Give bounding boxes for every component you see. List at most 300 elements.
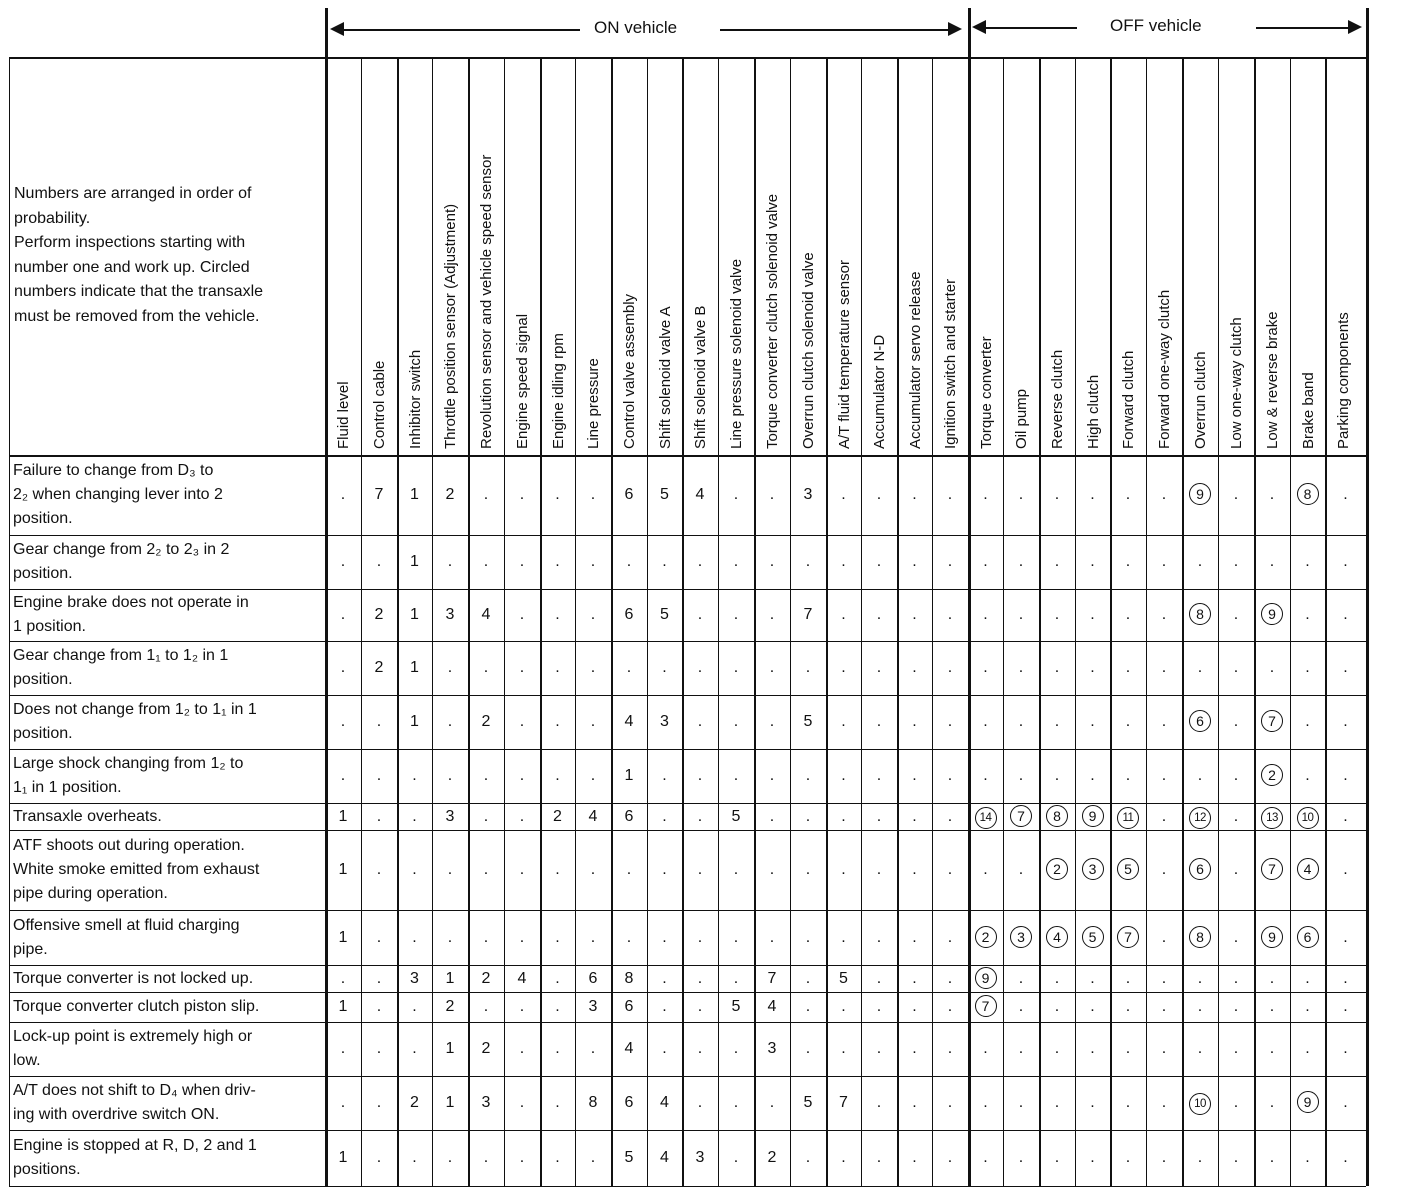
value-cell [397,967,433,991]
cell-value: . [1054,713,1060,730]
empty-cell [1110,764,1146,788]
cell-value: . [947,1149,953,1166]
cell-value: 6 [624,998,634,1015]
cell-value: 1 [410,486,419,503]
cell-value: 10 [1189,1093,1211,1115]
column-header [907,75,929,455]
cell-value: . [876,1149,882,1166]
value-cell [611,995,647,1019]
empty-cell [647,967,683,991]
cell-value: . [947,861,953,878]
row-label [13,644,325,692]
value-cell [647,710,683,734]
value-cell [575,1091,611,1115]
cell-value: . [519,998,525,1015]
cell-value: . [876,553,882,570]
row-label-line: position. [13,510,73,527]
empty-cell [897,710,933,734]
cell-value: . [733,553,739,570]
empty-cell [1328,603,1364,627]
empty-cell [826,1037,862,1061]
empty-cell [968,1037,1004,1061]
cell-value: . [841,861,846,878]
cell-value: . [697,1040,703,1057]
column-header [1300,75,1322,455]
cell-value: . [519,659,525,676]
empty-cell [397,1146,433,1170]
cell-value: 4 [481,606,491,623]
empty-cell [1254,483,1290,507]
empty-cell [468,858,504,882]
intro-line: Perform inspections starting with [14,234,246,251]
empty-cell [1146,550,1182,574]
column-header-label: Oil pump [1013,388,1030,449]
cell-value: . [340,713,346,730]
cell-value: . [662,1040,667,1057]
cell-value: . [519,1094,525,1111]
cell-value: 2 [445,486,455,503]
cell-value: . [412,861,417,878]
empty-cell [611,656,647,680]
cell-value: . [1090,659,1095,676]
row-divider [9,749,1366,750]
row-label-line: Torque converter is not locked up. [13,970,254,987]
circled-value-cell [1254,764,1290,788]
off-vehicle-label: OFF vehicle [1102,16,1210,36]
column-header [978,75,1000,455]
column-header [1049,75,1071,455]
empty-cell [361,764,397,788]
empty-cell [1039,1146,1075,1170]
cell-value: . [947,1040,953,1057]
cell-value: . [590,767,596,784]
cell-value: 2 [1261,764,1283,786]
empty-cell [682,764,718,788]
column-header-label: Accumulator N-D [871,334,888,449]
empty-cell [1328,764,1364,788]
intro-line: Numbers are arranged in order of [14,185,252,202]
empty-cell [897,805,933,829]
cell-value: . [1305,1040,1310,1057]
empty-cell [718,926,754,950]
circled-value-cell [1110,858,1146,882]
cell-value: . [1269,1040,1275,1057]
cell-value: . [697,713,703,730]
empty-cell [718,483,754,507]
cell-value: . [769,928,775,946]
cell-value: . [590,928,596,946]
empty-cell [504,1146,540,1170]
column-header-label: Engine idling rpm [550,333,567,449]
cell-value: . [1197,659,1203,676]
cell-value: . [483,767,489,784]
table-top-border [9,57,1366,59]
empty-cell [1218,710,1254,734]
empty-cell [504,656,540,680]
cell-value: . [376,767,382,784]
value-cell [432,967,468,991]
empty-cell [861,858,897,882]
empty-cell [504,995,540,1019]
column-header-label: Control cable [371,360,388,449]
empty-cell [1003,483,1039,507]
empty-cell [861,603,897,627]
column-header [764,75,786,455]
empty-cell [790,926,826,950]
cell-value: . [983,553,988,570]
empty-cell [790,764,826,788]
cell-value: . [733,1040,739,1057]
cell-value: 4 [660,1149,669,1166]
cell-value: . [412,998,417,1015]
empty-cell [540,550,576,574]
cell-value: . [1125,1149,1131,1166]
empty-cell [432,656,468,680]
cell-value: . [376,807,382,825]
empty-cell [468,805,504,829]
cell-value: . [1343,713,1348,730]
value-cell [325,805,361,829]
empty-cell [504,1037,540,1061]
cell-value: . [555,606,560,623]
column-header [407,75,429,455]
row-label [13,538,325,586]
empty-cell [754,710,790,734]
row-label-line: Engine is stopped at R, D, 2 and 1 [13,1137,257,1154]
cell-value: . [519,713,525,730]
empty-cell [1290,764,1326,788]
row-label [13,752,325,800]
cell-value: 1 [624,767,634,784]
cell-value: . [1125,713,1131,730]
cell-value: . [447,767,453,784]
empty-cell [1110,1091,1146,1115]
cell-value: . [947,998,953,1015]
value-cell [397,1091,433,1115]
empty-cell [932,1091,968,1115]
cell-value: . [519,928,525,946]
column-header-label: Forward one-way clutch [1156,289,1173,449]
cell-value: . [947,807,953,825]
empty-cell [1039,967,1075,991]
cell-value: 7 [374,486,384,503]
arrow-left-icon [972,20,986,34]
empty-cell [1290,550,1326,574]
cell-value: . [947,606,953,623]
empty-cell [790,995,826,1019]
column-header-label: Overrun clutch [1192,351,1209,449]
empty-cell [1039,603,1075,627]
empty-cell [1182,1146,1218,1170]
value-cell [611,1091,647,1115]
empty-cell [1110,656,1146,680]
empty-cell [647,805,683,829]
cell-value: 3 [695,1149,705,1166]
empty-cell [1003,710,1039,734]
empty-cell [325,483,361,507]
row-label-line: position. [13,725,73,742]
cell-value: . [1018,861,1024,878]
cell-value: . [912,713,917,730]
row-label-line: Gear change from 1₁ to 1₂ in 1 [13,647,229,664]
cell-value: 6 [624,606,634,623]
empty-cell [897,483,933,507]
column-header [585,75,607,455]
cell-value: . [1090,1094,1095,1111]
cell-value: . [1233,1040,1239,1057]
cell-value: . [912,1149,917,1166]
cell-value: 7 [1261,858,1283,880]
cell-value: . [697,998,703,1015]
empty-cell [1146,1146,1182,1170]
cell-value: . [876,1040,882,1057]
empty-cell [504,926,540,950]
cell-value: . [1018,713,1024,730]
cell-value: . [555,713,560,730]
column-header [621,75,643,455]
row-divider [9,535,1366,536]
empty-cell [468,926,504,950]
empty-cell [397,995,433,1019]
cell-value: . [697,659,703,676]
value-cell [468,967,504,991]
empty-cell [1290,967,1326,991]
empty-cell [1182,1037,1218,1061]
empty-cell [325,1091,361,1115]
cell-value: . [733,606,739,623]
cell-value: . [340,767,346,784]
row-label-line: low. [13,1052,41,1069]
cell-value: . [805,1040,811,1057]
value-cell [754,1146,790,1170]
cell-value: 1 [338,861,348,878]
cell-value: 3 [660,713,669,730]
empty-cell [432,764,468,788]
cell-value: 14 [975,807,997,829]
row-label-line: Torque converter clutch piston slip. [13,998,260,1015]
cell-value: 8 [1189,926,1211,948]
empty-cell [682,656,718,680]
cell-value: . [733,861,739,878]
empty-cell [1182,656,1218,680]
cell-value: . [841,486,846,503]
empty-cell [897,858,933,882]
cell-value: . [983,767,988,784]
value-cell [575,995,611,1019]
cell-value: 9 [975,967,997,989]
empty-cell [932,995,968,1019]
empty-cell [397,805,433,829]
column-header-label: Ignition switch and starter [942,278,959,449]
cell-value: . [1343,767,1348,784]
empty-cell [1075,1091,1111,1115]
on-vehicle-arrow-left [340,29,580,31]
cell-value: . [1233,807,1239,825]
row-label [13,966,325,992]
cell-value: . [1343,969,1348,987]
empty-cell [968,1146,1004,1170]
row-label [13,994,325,1020]
empty-cell [968,656,1004,680]
cell-value: . [912,928,917,946]
column-header-label: Torque converter [978,336,995,449]
arrow-right-icon [1348,20,1362,34]
intro-line: probability. [14,209,91,227]
cell-value: . [1343,928,1348,946]
value-cell [611,967,647,991]
cell-value: . [519,553,525,570]
value-cell [432,483,468,507]
cell-value: 1 [338,1149,348,1166]
empty-cell [1290,656,1326,680]
empty-cell [432,550,468,574]
empty-cell [1146,995,1182,1019]
empty-cell [1146,967,1182,991]
cell-value: . [947,767,953,784]
value-cell [754,1037,790,1061]
cell-value: 2 [975,926,997,948]
value-cell [718,805,754,829]
cell-value: 5 [803,713,813,730]
cell-value: . [733,486,739,503]
circled-value-cell [1182,858,1218,882]
cell-value: 6 [588,969,598,987]
cell-value: 3 [481,1094,491,1111]
value-cell [468,710,504,734]
empty-cell [1328,967,1364,991]
empty-cell [611,858,647,882]
value-cell [361,483,397,507]
empty-cell [1075,967,1111,991]
row-label-line: position. [13,671,73,688]
value-cell [325,1146,361,1170]
cell-value: . [912,1094,917,1111]
cell-value: . [626,928,632,946]
empty-cell [361,926,397,950]
empty-cell [932,603,968,627]
cell-value: . [1305,1149,1310,1166]
empty-cell [1218,1146,1254,1170]
cell-value: . [876,606,882,623]
cell-value: . [912,861,917,878]
cell-value: 4 [517,969,527,987]
empty-cell [861,764,897,788]
column-header [800,75,822,455]
value-cell [325,858,361,882]
row-label-line: 1 position. [13,618,86,635]
row-divider [9,830,1366,831]
empty-cell [1218,656,1254,680]
value-cell [611,764,647,788]
empty-cell [861,483,897,507]
value-cell [468,603,504,627]
cell-value: 8 [1297,483,1319,505]
column-header-label: Throttle position sensor (Adjustment) [442,203,459,449]
cell-value: 12 [1189,807,1211,829]
empty-cell [1075,710,1111,734]
empty-cell [754,656,790,680]
row-label [13,1079,325,1127]
value-cell [397,656,433,680]
cell-value: . [805,659,811,676]
cell-value: . [1197,1149,1203,1166]
cell-value: . [590,861,596,878]
empty-cell [397,1037,433,1061]
circled-value-cell [1039,805,1075,829]
empty-cell [611,550,647,574]
value-cell [468,1037,504,1061]
cell-value: . [626,659,632,676]
cell-value: . [947,553,953,570]
cell-value: . [769,606,775,623]
cell-value: . [555,998,560,1015]
cell-value: . [1197,553,1203,570]
empty-cell [325,1037,361,1061]
empty-cell [718,1146,754,1170]
cell-value: . [662,998,667,1015]
value-cell [647,1091,683,1115]
cell-value: 3 [445,807,455,825]
empty-cell [361,1091,397,1115]
cell-value: 5 [660,606,669,623]
cell-value: . [340,606,346,623]
empty-cell [361,858,397,882]
cell-value: 8 [1189,603,1211,625]
cell-value: . [733,928,739,946]
empty-cell [432,1146,468,1170]
empty-cell [1328,926,1364,950]
empty-cell [575,483,611,507]
cell-value: . [912,486,917,503]
empty-cell [968,1091,1004,1115]
empty-cell [575,710,611,734]
cell-value: 3 [767,1040,777,1057]
cell-value: . [555,1149,560,1166]
cell-value: 5 [660,486,669,503]
cell-value: . [519,807,525,825]
row-label [13,914,325,962]
cell-value: 6 [624,1094,634,1111]
cell-value: . [376,928,382,946]
row-label-line: pipe during operation. [13,885,168,902]
cell-value: . [1343,486,1348,503]
cell-value: 2 [481,713,491,730]
cell-value: . [1343,807,1348,825]
value-cell [611,805,647,829]
cell-value: 6 [1189,710,1211,732]
column-header-label: Accumulator servo release [907,271,924,449]
empty-cell [754,764,790,788]
empty-cell [897,926,933,950]
cell-value: . [1125,998,1131,1015]
value-cell [540,805,576,829]
cell-value: 2 [445,998,455,1015]
value-cell [682,1146,718,1170]
column-header-label: Brake band [1300,372,1317,449]
circled-value-cell [968,967,1004,991]
cell-value: 10 [1297,807,1319,829]
cell-value: . [1018,553,1024,570]
empty-cell [1254,967,1290,991]
empty-cell [504,764,540,788]
cell-value: 2 [553,807,562,825]
column-header [1335,75,1357,455]
cell-value: 7 [1010,805,1032,827]
empty-cell [682,805,718,829]
circled-value-cell [1039,926,1075,950]
empty-cell [361,550,397,574]
value-cell [432,1037,468,1061]
